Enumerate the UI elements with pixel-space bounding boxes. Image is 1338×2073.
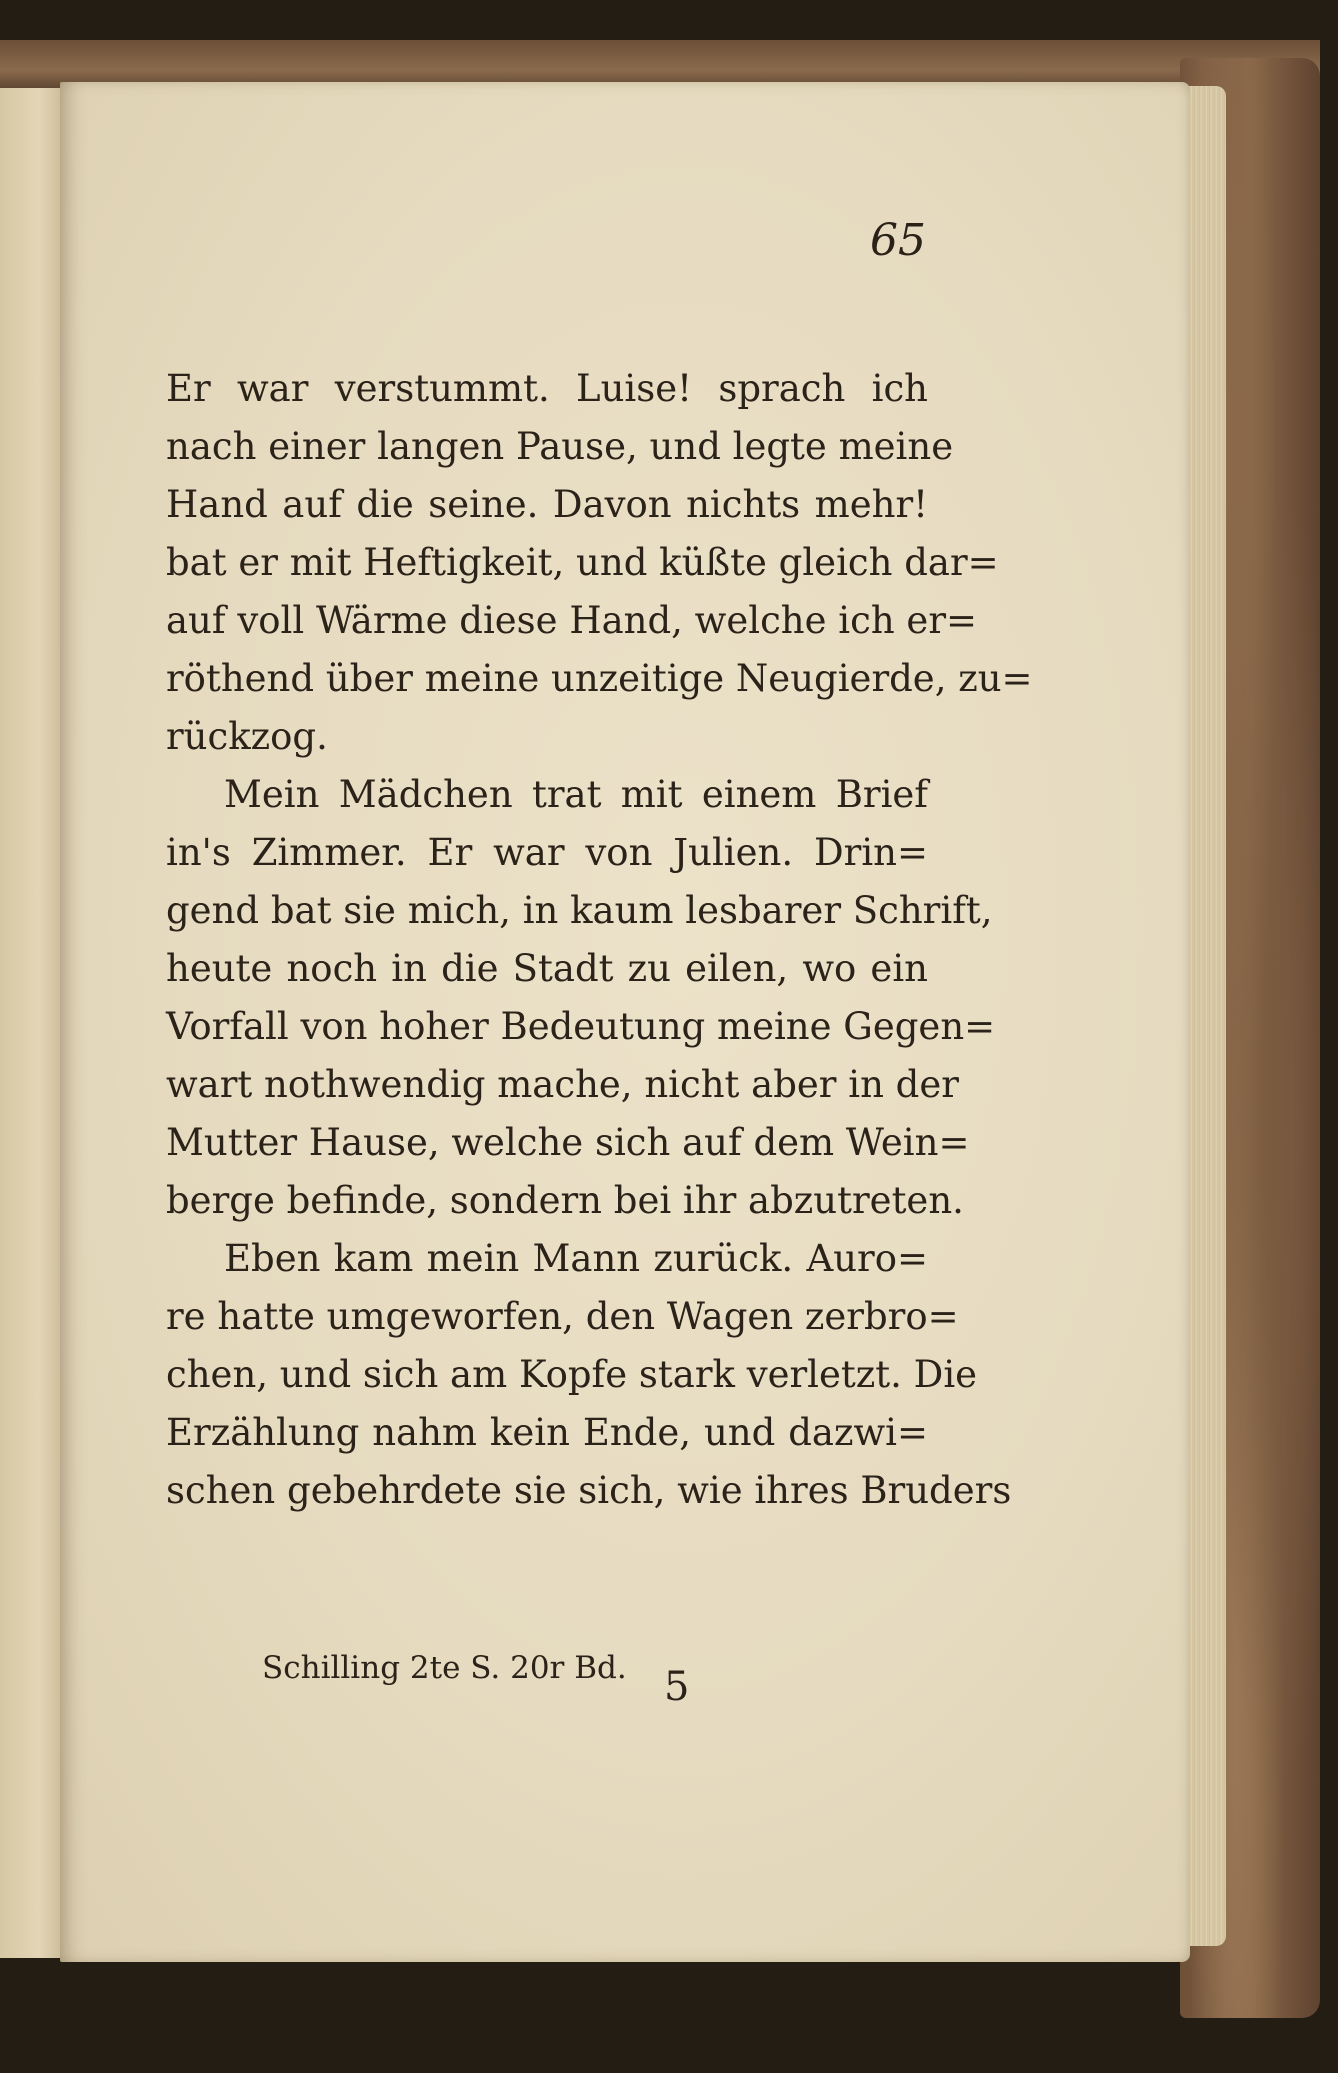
text-line: re hatte umgeworfen, den Wagen zerbro=: [166, 1295, 959, 1338]
footer-signature-line: Schilling 2te S. 20r Bd.: [262, 1650, 627, 1686]
text-line: rückzog.: [166, 715, 328, 758]
text-line: gend bat sie mich, in kaum lesbarer Schrift,: [166, 889, 993, 932]
left-page-sliver: [0, 88, 64, 1958]
body-text: [166, 360, 1033, 1520]
text-line: Er war verstummt. Luise! sprach ich: [166, 367, 928, 410]
text-line: in's Zimmer. Er war von Julien. Drin=: [166, 831, 928, 874]
text-line: auf voll Wärme diese Hand, welche ich er=: [166, 599, 978, 642]
printer-signature-mark: 5: [664, 1664, 690, 1710]
text-line: Vorfall von hoher Bedeutung meine Gegen=: [166, 1005, 996, 1048]
text-line: nach einer langen Pause, und legte meine: [166, 425, 954, 468]
text-line: chen, und sich am Kopfe stark verletzt. Die: [166, 1353, 978, 1396]
text-line: berge befinde, sondern bei ihr abzutreten.: [166, 1179, 964, 1222]
text-line: schen gebehrdete sie sich, wie ihres Bruders: [166, 1469, 1012, 1512]
text-line: heute noch in die Stadt zu eilen, wo ein: [166, 947, 928, 990]
text-line: Hand auf die seine. Davon nichts mehr!: [166, 483, 928, 526]
page-number: 65: [870, 215, 926, 266]
text-line: Eben kam mein Mann zurück. Auro=: [224, 1237, 928, 1280]
text-line: Mein Mädchen trat mit einem Brief: [224, 773, 928, 816]
text-line: wart nothwendig mache, nicht aber in der: [166, 1063, 959, 1106]
text-line: bat er mit Heftigkeit, und küßte gleich dar=: [166, 541, 999, 584]
text-line: Erzählung nahm kein Ende, und dazwi=: [166, 1411, 928, 1454]
text-line: röthend über meine unzeitige Neugierde, zu=: [166, 657, 1033, 700]
text-line: Mutter Hause, welche sich auf dem Wein=: [166, 1121, 970, 1164]
